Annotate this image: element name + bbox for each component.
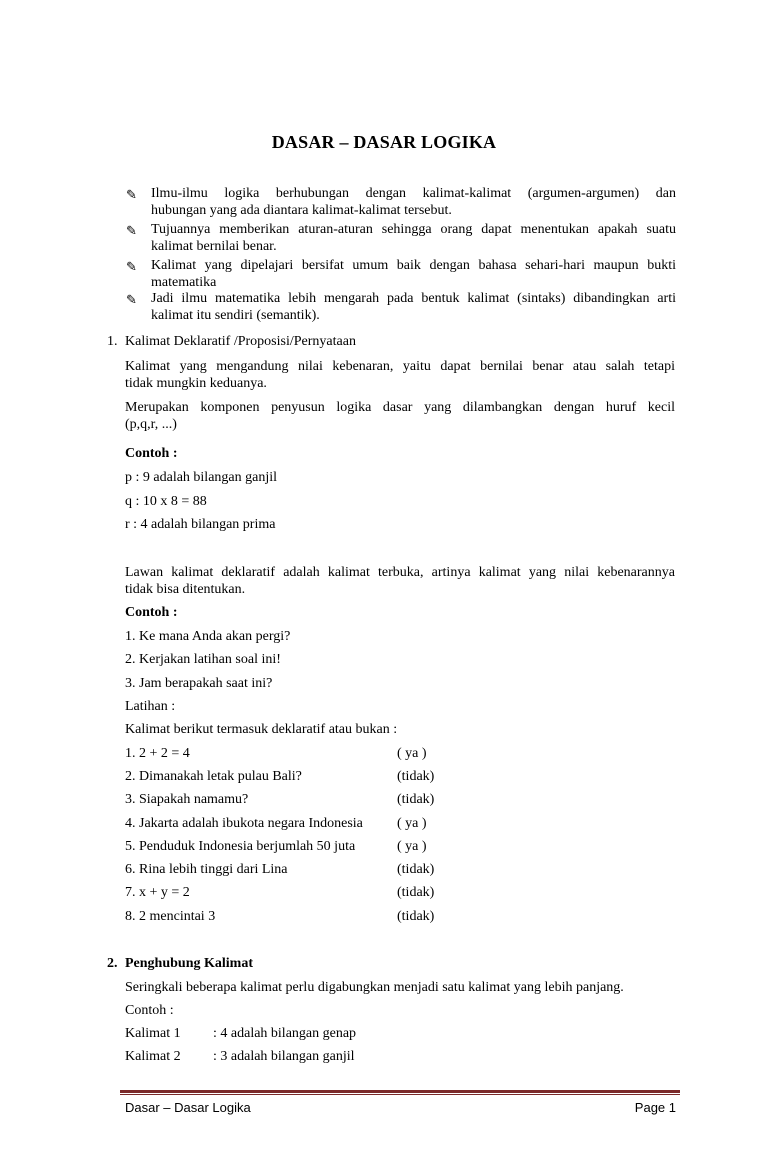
section-1-number: 1. <box>107 334 118 349</box>
bullet-3-line-2: matematika <box>151 275 217 290</box>
open-example-3: 3. Jam berapakah saat ini? <box>125 676 273 691</box>
section-2-heading: Penghubung Kalimat <box>125 956 253 971</box>
open-example-1: 1. Ke mana Anda akan pergi? <box>125 629 291 644</box>
latihan-question: 5. Penduduk Indonesia berjumlah 50 juta <box>125 839 356 854</box>
example-p: p : 9 adalah bilangan ganjil <box>125 470 278 485</box>
kalimat-2-label: Kalimat 2 <box>125 1049 181 1064</box>
latihan-question: 1. 2 + 2 = 4 <box>125 746 190 761</box>
latihan-answer: (tidak) <box>397 862 435 877</box>
section-1-para-1-line-1: Kalimat yang mengandung nilai kebenaran, yaitu dapat bernilai benar atau salah tetapi <box>125 359 675 374</box>
latihan-question: 8. 2 mencintai 3 <box>125 909 216 924</box>
section-1-heading: Kalimat Deklaratif /Proposisi/Pernyataan <box>125 334 356 349</box>
latihan-question: 2. Dimanakah letak pulau Bali? <box>125 769 302 784</box>
kalimat-1-text: : 4 adalah bilangan genap <box>213 1026 357 1041</box>
contoh-label: Contoh : <box>125 446 178 461</box>
latihan-answer: (tidak) <box>397 885 435 900</box>
bullet-2-line-2: kalimat bernilai benar. <box>151 239 277 254</box>
pencil-icon: ✎ <box>126 187 137 202</box>
latihan-label: Latihan : <box>125 699 176 714</box>
latihan-answer: ( ya ) <box>397 746 427 761</box>
lawan-para-line-1: Lawan kalimat deklaratif adalah kalimat terbuka, artinya kalimat yang nilai kebenarannya <box>125 565 675 580</box>
lawan-para-line-2: tidak bisa ditentukan. <box>125 582 246 597</box>
kalimat-2-text: : 3 adalah bilangan ganjil <box>213 1049 355 1064</box>
pencil-icon: ✎ <box>126 223 137 238</box>
open-example-2: 2. Kerjakan latihan soal ini! <box>125 652 281 667</box>
bullet-1-line-1: Ilmu-ilmu logika berhubungan dengan kalimat-kalimat (argumen-argumen) dan <box>151 186 676 201</box>
latihan-question: 3. Siapakah namamu? <box>125 792 249 807</box>
latihan-answer: (tidak) <box>397 792 435 807</box>
latihan-answer: (tidak) <box>397 769 435 784</box>
footer-page-number: Page 1 <box>634 1100 676 1115</box>
section-1-para-2-line-1: Merupakan komponen penyusun logika dasar yang dilambangkan dengan huruf kecil <box>125 400 675 415</box>
footer-divider <box>120 1090 680 1093</box>
example-r: r : 4 adalah bilangan prima <box>125 517 276 532</box>
latihan-question: 4. Jakarta adalah ibukota negara Indonesia <box>125 816 363 831</box>
example-q: q : 10 x 8 = 88 <box>125 494 207 509</box>
section-2-number: 2. <box>107 956 118 971</box>
section-1-para-2-line-2: (p,q,r, ...) <box>125 417 177 432</box>
latihan-question: 6. Rina lebih tinggi dari Lina <box>125 862 288 877</box>
section-2-para: Seringkali beberapa kalimat perlu digabungkan menjadi satu kalimat yang lebih panjang. <box>125 980 624 995</box>
latihan-answer: ( ya ) <box>397 839 427 854</box>
footer-divider-thin <box>120 1094 680 1095</box>
kalimat-1-label: Kalimat 1 <box>125 1026 181 1041</box>
bullet-3-line-1: Kalimat yang dipelajari bersifat umum baik dengan bahasa sehari-hari maupun bukti <box>151 258 676 273</box>
latihan-answer: ( ya ) <box>397 816 427 831</box>
bullet-4-line-1: Jadi ilmu matematika lebih mengarah pada bentuk kalimat (sintaks) dibandingkan arti <box>151 291 676 306</box>
contoh-label-2: Contoh : <box>125 605 178 620</box>
section-1-para-1-line-2: tidak mungkin keduanya. <box>125 376 267 391</box>
page-title: DASAR – DASAR LOGIKA <box>271 132 497 152</box>
pencil-icon: ✎ <box>126 259 137 274</box>
latihan-intro: Kalimat berikut termasuk deklaratif atau bukan : <box>125 722 398 737</box>
latihan-answer: (tidak) <box>397 909 435 924</box>
bullet-2-line-1: Tujuannya memberikan aturan-aturan sehingga orang dapat menentukan apakah suatu <box>151 222 676 237</box>
footer-title: Dasar – Dasar Logika <box>125 1100 251 1115</box>
latihan-question: 7. x + y = 2 <box>125 885 190 900</box>
section-2-contoh-label: Contoh : <box>125 1003 174 1018</box>
bullet-1-line-2: hubungan yang ada diantara kalimat-kalimat tersebut. <box>151 203 452 218</box>
pencil-icon: ✎ <box>126 292 137 307</box>
bullet-4-line-2: kalimat itu sendiri (semantik). <box>151 308 320 323</box>
